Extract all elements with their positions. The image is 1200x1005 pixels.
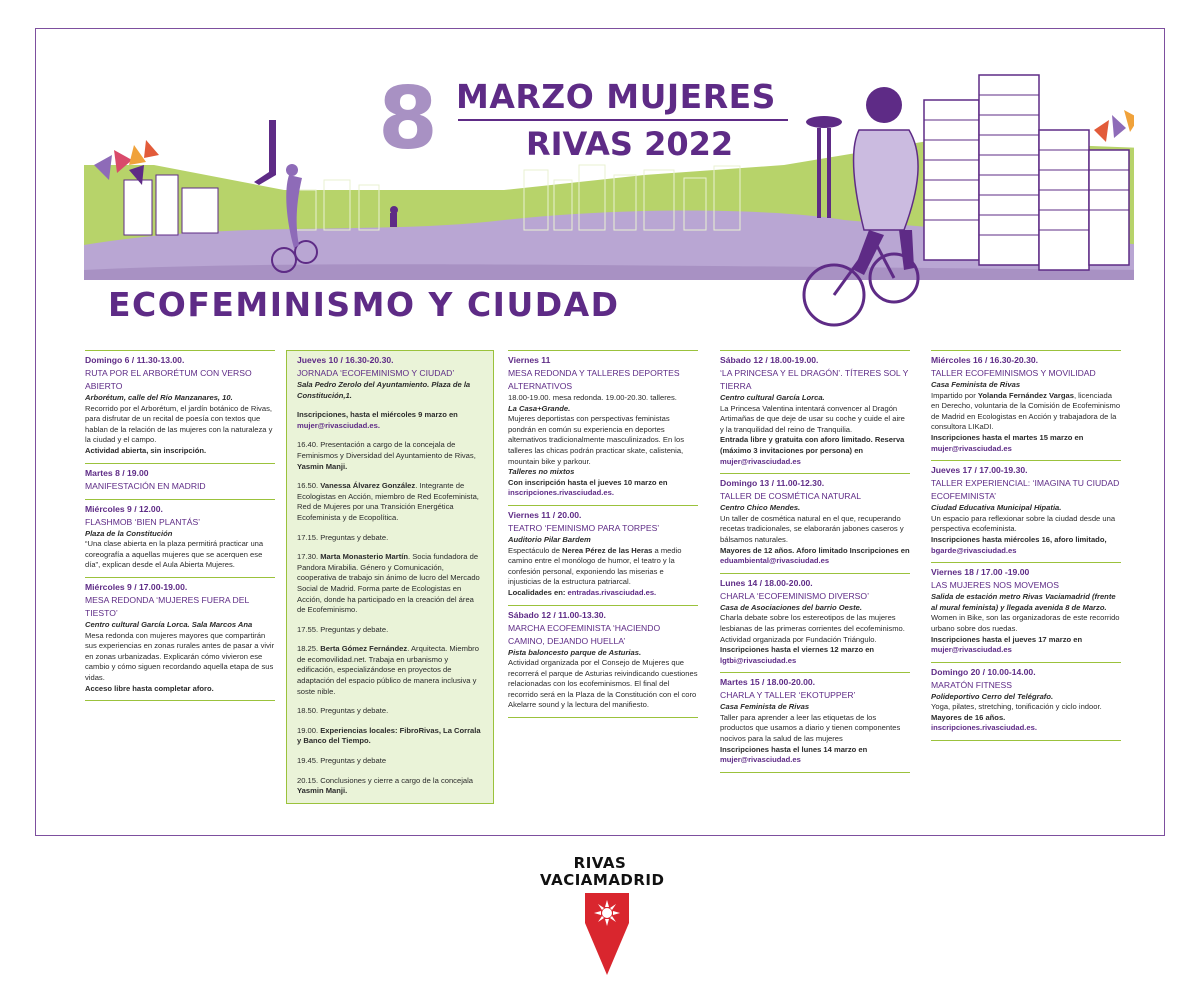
- event-title: CHARLA ‘ECOFEMINISMO DIVERSO’: [720, 590, 869, 601]
- event-description: Actividad organizada por el Consejo de Mujeres que recorrerá el parque de Asturias reivindicando cuestiones relacionadas con los ecofeminismos. El final del recorrido será en la Plaza de la Constitución con el coro Akelarre sound y la lectura del manifiesto.: [508, 658, 698, 710]
- event-location: Pista baloncesto parque de Asturias.: [508, 647, 642, 657]
- event-title: MESA REDONDA ‘MUJERES FUERA DEL TIESTO’: [85, 594, 249, 618]
- logo-line-2: VACIAMADRID: [540, 871, 665, 889]
- event-item: [720, 473, 910, 573]
- schedule-item: 16.50. Vanessa Álvarez González. Integrante de Ecologistas en Acción, miembro de Red Ecofeminista, Red de Mujeres por una Transición Energética Ecofeminista y de Ecopolítica.: [297, 481, 479, 522]
- event-item: [85, 463, 275, 499]
- event-title: LAS MUJERES NOS MOVEMOS: [931, 580, 1059, 591]
- event-description: Mujeres deportistas con perspectivas feministas pondrán en común su experiencia en deportes alternativos tradicionalmente masculinizados. En los talleres las chicas podrán practicar skate, calistenia, mountain bike y parkour.: [508, 414, 685, 466]
- date-number: 8: [378, 69, 438, 169]
- program-column-5: [931, 350, 1121, 741]
- registration-email[interactable]: lgtbi@rivasciudad.es: [720, 655, 797, 665]
- event-item: [931, 460, 1121, 562]
- event-description: Mesa redonda con mujeres mayores que compartirán sus experiencias en zonas rurales antes de pasar a vivir en zonas urbanizadas. Explicarán cómo vivieron ese cambio y cómo siguen recordando aquella etapa de sus vidas.: [85, 630, 275, 682]
- event-description: Taller para aprender a leer las etiquetas de los productos que usamos a diario y tienen componentes nocivos para la salud de las mujeres: [720, 712, 901, 744]
- event-title: MANIFESTACIÓN EN MADRID: [85, 480, 206, 491]
- program-column-1: [85, 350, 275, 701]
- event-date: Martes 15 / 18.00-20.00.: [720, 677, 816, 688]
- event-date: Viernes 11: [508, 355, 551, 365]
- registration-email[interactable]: mujer@rivasciudad.es: [720, 755, 801, 765]
- event-note: Inscripciones hasta el viernes 12 marzo en: [720, 645, 875, 655]
- event-description: Espectáculo de Nerea Pérez de las Heras a medio camino entre el monólogo de humor, el teatro y la confesión personal, exponiendo las miserias e injusticias de la estructura patriarcal.: [508, 545, 682, 587]
- municipality-logo-text: [540, 854, 665, 889]
- event-date: Domingo 13 / 11.00-12.30.: [720, 478, 825, 489]
- event-title: ‘LA PRINCESA Y EL DRAGÓN’. TÍTERES SOL Y TIERRA: [720, 368, 909, 391]
- event-item: [720, 672, 910, 773]
- event-title: CHARLA Y TALLER ‘EKOTUPPER’: [720, 690, 856, 701]
- event-description: Impartido por Yolanda Fernández Vargas, licenciada en Derecho, voluntaria de la Comisión de Ecofeminismo de Madrid en Ecologistas en Acción y trabajadora de la consultora LIKaDI.: [931, 390, 1121, 432]
- municipal-shield-icon: [585, 893, 629, 975]
- event-location: Sala Pedro Zerolo del Ayuntamiento. Plaza de la Constitución,1.: [297, 380, 471, 400]
- event-item: [931, 350, 1121, 460]
- schedule-item: 18.25. Berta Gómez Fernández. Arquitecta. Miembro de ecomovilidad.net. Trabaja en urbanismo y edificación, especializándose en proyectos de adaptación del espacio público de manera inclusiva y soste nible.: [297, 644, 479, 696]
- event-location: Casa Feminista de Rivas: [720, 702, 810, 712]
- registration-email[interactable]: mujer@rivasciudad.es.: [297, 420, 380, 430]
- event-item: [931, 562, 1121, 662]
- event-location: Centro cultural García Lorca.: [720, 393, 825, 402]
- event-subnote: Talleres no mixtos: [508, 467, 575, 477]
- title-line-1: MARZO MUJERES: [456, 77, 776, 116]
- registration-link[interactable]: inscripciones.rivasciudad.es.: [931, 723, 1037, 733]
- schedule-item: 20.15. Conclusiones y cierre a cargo de la concejala Yasmin Manji.: [297, 775, 474, 796]
- event-date: Sábado 12 / 18.00-19.00.: [720, 355, 819, 365]
- event-note: Inscripciones hasta miércoles 16, aforo limitado,: [931, 534, 1107, 544]
- title-line-2: RIVAS 2022: [526, 125, 734, 163]
- event-description: Recorrido por el Arborétum, el jardín botánico de Rivas, para disfrutar de un recital de poesía con textos que hablan de la relación de las mujeres con la naturaleza y la ciudad y el campo.: [85, 403, 273, 445]
- event-description: La Princesa Valentina intentará convencer al Dragón Artimañas de que deje de usar su coche y cuide el aire y la tranquilidad del reino de Tranquilia.: [720, 403, 905, 434]
- event-item: [720, 573, 910, 673]
- event-title: JORNADA ‘ECOFEMINISMO Y CIUDAD’: [297, 368, 455, 378]
- registration-email[interactable]: mujer@rivasciudad.es: [931, 645, 1012, 655]
- event-location: Salida de estación metro Rivas Vaciamadrid (frente al mural feminista) y llegada avenida 8 de Marzo.: [931, 592, 1116, 612]
- event-location: Casa de Asociaciones del barrio Oeste.: [720, 602, 862, 612]
- schedule-item: 17.30. Marta Monasterio Martín. Socia fundadora de Pandora Mirabilia. Género y Comunicación, cooperativa de trabajo sin ánimo de lucro del Mercado Social de Madrid. Forma parte de Ecologistas en Acción, donde ha participado en la creación del área de Ecofeminismo.: [297, 552, 480, 615]
- main-headline: ECOFEMINISMO Y CIUDAD: [108, 285, 620, 324]
- event-date: Lunes 14 / 18.00-20.00.: [720, 577, 813, 588]
- event-location: Plaza de la Constitución: [85, 528, 173, 538]
- event-location: La Casa+Grande.: [508, 403, 571, 413]
- event-title: MARATÓN FITNESS: [931, 679, 1013, 690]
- event-date: Miércoles 16 / 16.30-20.30.: [931, 355, 1039, 365]
- registration-email[interactable]: bgarde@rivasciudad.es: [931, 545, 1017, 555]
- event-item: [720, 350, 910, 473]
- event-item: [85, 577, 275, 701]
- schedule-item: 19.45. Preguntas y debate: [297, 756, 387, 766]
- registration-note: Inscripciones, hasta el miércoles 9 marzo en: [297, 410, 458, 420]
- event-item: [85, 350, 275, 463]
- event-date: Miércoles 9 / 17.00-19.00.: [85, 581, 188, 592]
- tickets-link[interactable]: entradas.rivasciudad.es.: [567, 587, 657, 597]
- event-note: Mayores de 12 años. Aforo limitado Inscripciones en eduambiental@rivasciudad.es: [720, 545, 910, 566]
- schedule-item: 17.15. Preguntas y debate.: [297, 532, 389, 542]
- event-description: Women in Bike, son las organizadoras de este recorrido urbano sobre dos ruedas.: [931, 613, 1120, 633]
- event-location: Auditorio Pilar Bardem: [508, 534, 591, 544]
- schedule-item: 18.50. Preguntas y debate.: [297, 706, 389, 716]
- event-date: Domingo 6 / 11.30-13.00.: [85, 355, 185, 365]
- event-item: [85, 499, 275, 577]
- event-note: Mayores de 16 años.: [931, 712, 1006, 722]
- event-date: Jueves 10 / 16.30-20.30.: [297, 355, 394, 365]
- program-column-4: [720, 350, 910, 773]
- event-description: Un taller de cosmética natural en el que, recuperando recetas tradicionales, se elaborarán jabones caseros y bálsamos naturales.: [720, 513, 904, 544]
- schedule-item: 17.55. Preguntas y debate.: [297, 624, 389, 634]
- event-title: FLASHMOB ‘BIEN PLANTÁS’: [85, 516, 201, 527]
- event-location: Centro Chico Mendes.: [720, 503, 801, 513]
- event-description: Yoga, pilates, stretching, tonificación y ciclo indoor.: [931, 702, 1102, 712]
- event-title: MESA REDONDA Y TALLERES DEPORTES ALTERNATIVOS: [508, 368, 680, 391]
- program-column-3: [508, 350, 698, 718]
- event-location: Polideportivo Cerro del Telégrafo.: [931, 691, 1054, 701]
- event-date: Martes 8 / 19.00: [85, 467, 149, 478]
- program-column-2-jornada: [286, 350, 494, 804]
- event-date: Domingo 20 / 10.00-14.00.: [931, 666, 1036, 677]
- event-note: Acceso libre hasta completar aforo.: [85, 683, 214, 693]
- logo-line-1: RIVAS: [573, 854, 627, 872]
- event-date: Miércoles 9 / 12.00.: [85, 503, 163, 514]
- event-title-block: [378, 69, 798, 170]
- event-item: [508, 350, 698, 505]
- registration-link[interactable]: inscripciones.rivasciudad.es.: [508, 488, 614, 498]
- registration-email[interactable]: eduambiental@rivasciudad.es: [720, 556, 830, 566]
- event-description: Charla debate sobre los estereotipos de las mujeres lesbianas de las primeras corrientes del ecofeminismo. Actividad organizada por Fundación Triángulo.: [720, 613, 905, 644]
- event-title: TALLER ECOFEMINISMOS Y MOVILIDAD: [931, 368, 1096, 378]
- registration-email[interactable]: mujer@rivasciudad.es: [720, 456, 801, 466]
- event-date: Viernes 11 / 20.00.: [508, 509, 582, 520]
- event-title: MARCHA ECOFEMINISTA ‘HACIENDO CAMINO, DEJANDO HUELLA’: [508, 622, 661, 646]
- event-note: Inscripciones hasta el lunes 14 marzo en: [720, 744, 868, 754]
- event-note: Entrada libre y gratuita con aforo limitado. Reserva (máximo 3 invitaciones por persona) en mujer@rivasciudad.es: [720, 435, 905, 466]
- event-note: Inscripciones hasta el jueves 17 marzo en: [931, 634, 1083, 644]
- event-title: TALLER EXPERIENCIAL: ‘IMAGINA TU CIUDAD ECOFEMINISTA’: [931, 478, 1120, 502]
- event-times: 18.00-19.00. mesa redonda. 19.00-20.30. talleres.: [508, 393, 677, 402]
- event-location: Arborétum, calle del Río Manzanares, 10.: [85, 393, 233, 402]
- event-note: Actividad abierta, sin inscripción.: [85, 445, 207, 455]
- event-title: TEATRO ‘FEMINISMO PARA TORPES’: [508, 522, 660, 533]
- event-item: [931, 662, 1121, 741]
- event-note: Inscripciones hasta el martes 15 marzo en: [931, 432, 1084, 442]
- event-item: [508, 605, 698, 719]
- event-location: Centro cultural García Lorca. Sala Marcos Ana: [85, 619, 253, 629]
- event-item: [508, 505, 698, 605]
- registration-email[interactable]: mujer@rivasciudad.es: [931, 443, 1012, 453]
- event-location: Casa Feminista de Rivas: [931, 380, 1021, 389]
- event-location: Ciudad Educativa Municipal Hipatia.: [931, 503, 1062, 513]
- title-divider: [458, 119, 788, 121]
- event-date: Jueves 17 / 17.00-19.30.: [931, 465, 1028, 476]
- schedule-item: 19.00. Experiencias locales: FibroRivas, La Corrala y Banco del Tiempo.: [297, 725, 481, 746]
- event-note: Con inscripción hasta el jueves 10 marzo en: [508, 477, 668, 487]
- event-date: Viernes 18 / 17.00 -19.00: [931, 567, 1030, 578]
- schedule-item: 16.40. Presentación a cargo de la concejala de Feminismos y Diversidad del Ayuntamiento de Rivas, Yasmin Manji.: [297, 440, 476, 471]
- event-description: Un espacio para reflexionar sobre la ciudad desde una perspectiva ecofeminista.: [931, 513, 1116, 534]
- event-date: Sábado 12 / 11.00-13.30.: [508, 609, 606, 620]
- event-note: Localidades en: entradas.rivasciudad.es.: [508, 587, 657, 597]
- event-title: TALLER DE COSMÉTICA NATURAL: [720, 491, 862, 502]
- event-description: “Una clase abierta en la plaza permitirá practicar una coreografía a aquellas mujeres que se acerquen ese día”, explican desde el Aula Abierta Mujeres.: [85, 539, 264, 570]
- event-title: RUTA POR EL ARBORÉTUM CON VERSO ABIERTO: [85, 368, 252, 391]
